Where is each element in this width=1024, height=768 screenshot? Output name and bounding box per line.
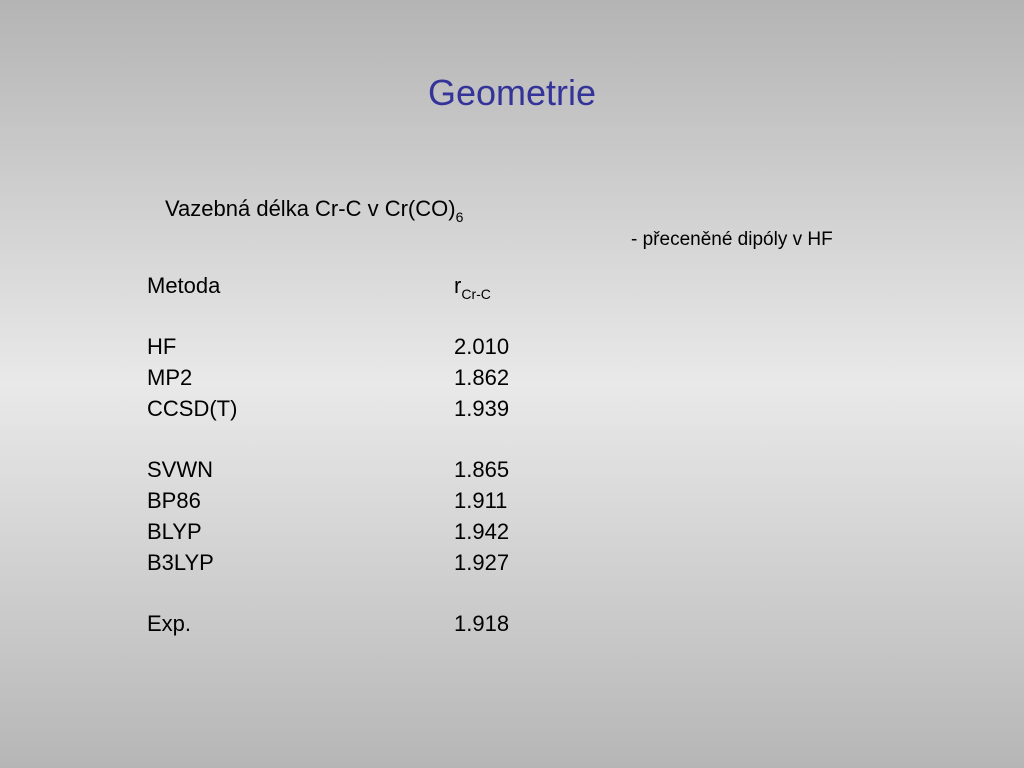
method-cell: BLYP bbox=[147, 519, 202, 544]
value-cell: 1.927 bbox=[454, 550, 510, 575]
value-cell: 2.010 bbox=[454, 334, 510, 359]
method-cell: B3LYP bbox=[147, 550, 214, 575]
header-value-main: r bbox=[454, 273, 462, 298]
slide-title: Geometrie bbox=[427, 72, 597, 113]
value-cell: 1.911 bbox=[454, 488, 508, 513]
slide-subtitle bbox=[165, 196, 464, 225]
value-cell: 1.918 bbox=[454, 611, 510, 636]
method-cell: HF bbox=[147, 334, 177, 359]
method-cell: BP86 bbox=[147, 488, 201, 513]
value-cell: 1.862 bbox=[454, 365, 510, 390]
subtitle-main-text: Vazebná délka Cr-C v Cr(CO) bbox=[165, 196, 456, 221]
header-value bbox=[454, 270, 491, 304]
note-text: - přeceněné dipóly v HF bbox=[631, 229, 833, 250]
method-cell: CCSD(T) bbox=[147, 396, 238, 421]
method-cell: Exp. bbox=[147, 611, 192, 636]
value-cell: 1.865 bbox=[454, 457, 510, 482]
header-value-subscript: Cr-C bbox=[461, 286, 491, 302]
subtitle-subscript: 6 bbox=[455, 209, 464, 225]
method-cell: SVWN bbox=[147, 457, 213, 482]
value-cell: 1.942 bbox=[454, 519, 510, 544]
value-cell: 1.939 bbox=[454, 396, 510, 421]
header-method: Metoda bbox=[147, 273, 221, 298]
method-cell: MP2 bbox=[147, 365, 193, 390]
